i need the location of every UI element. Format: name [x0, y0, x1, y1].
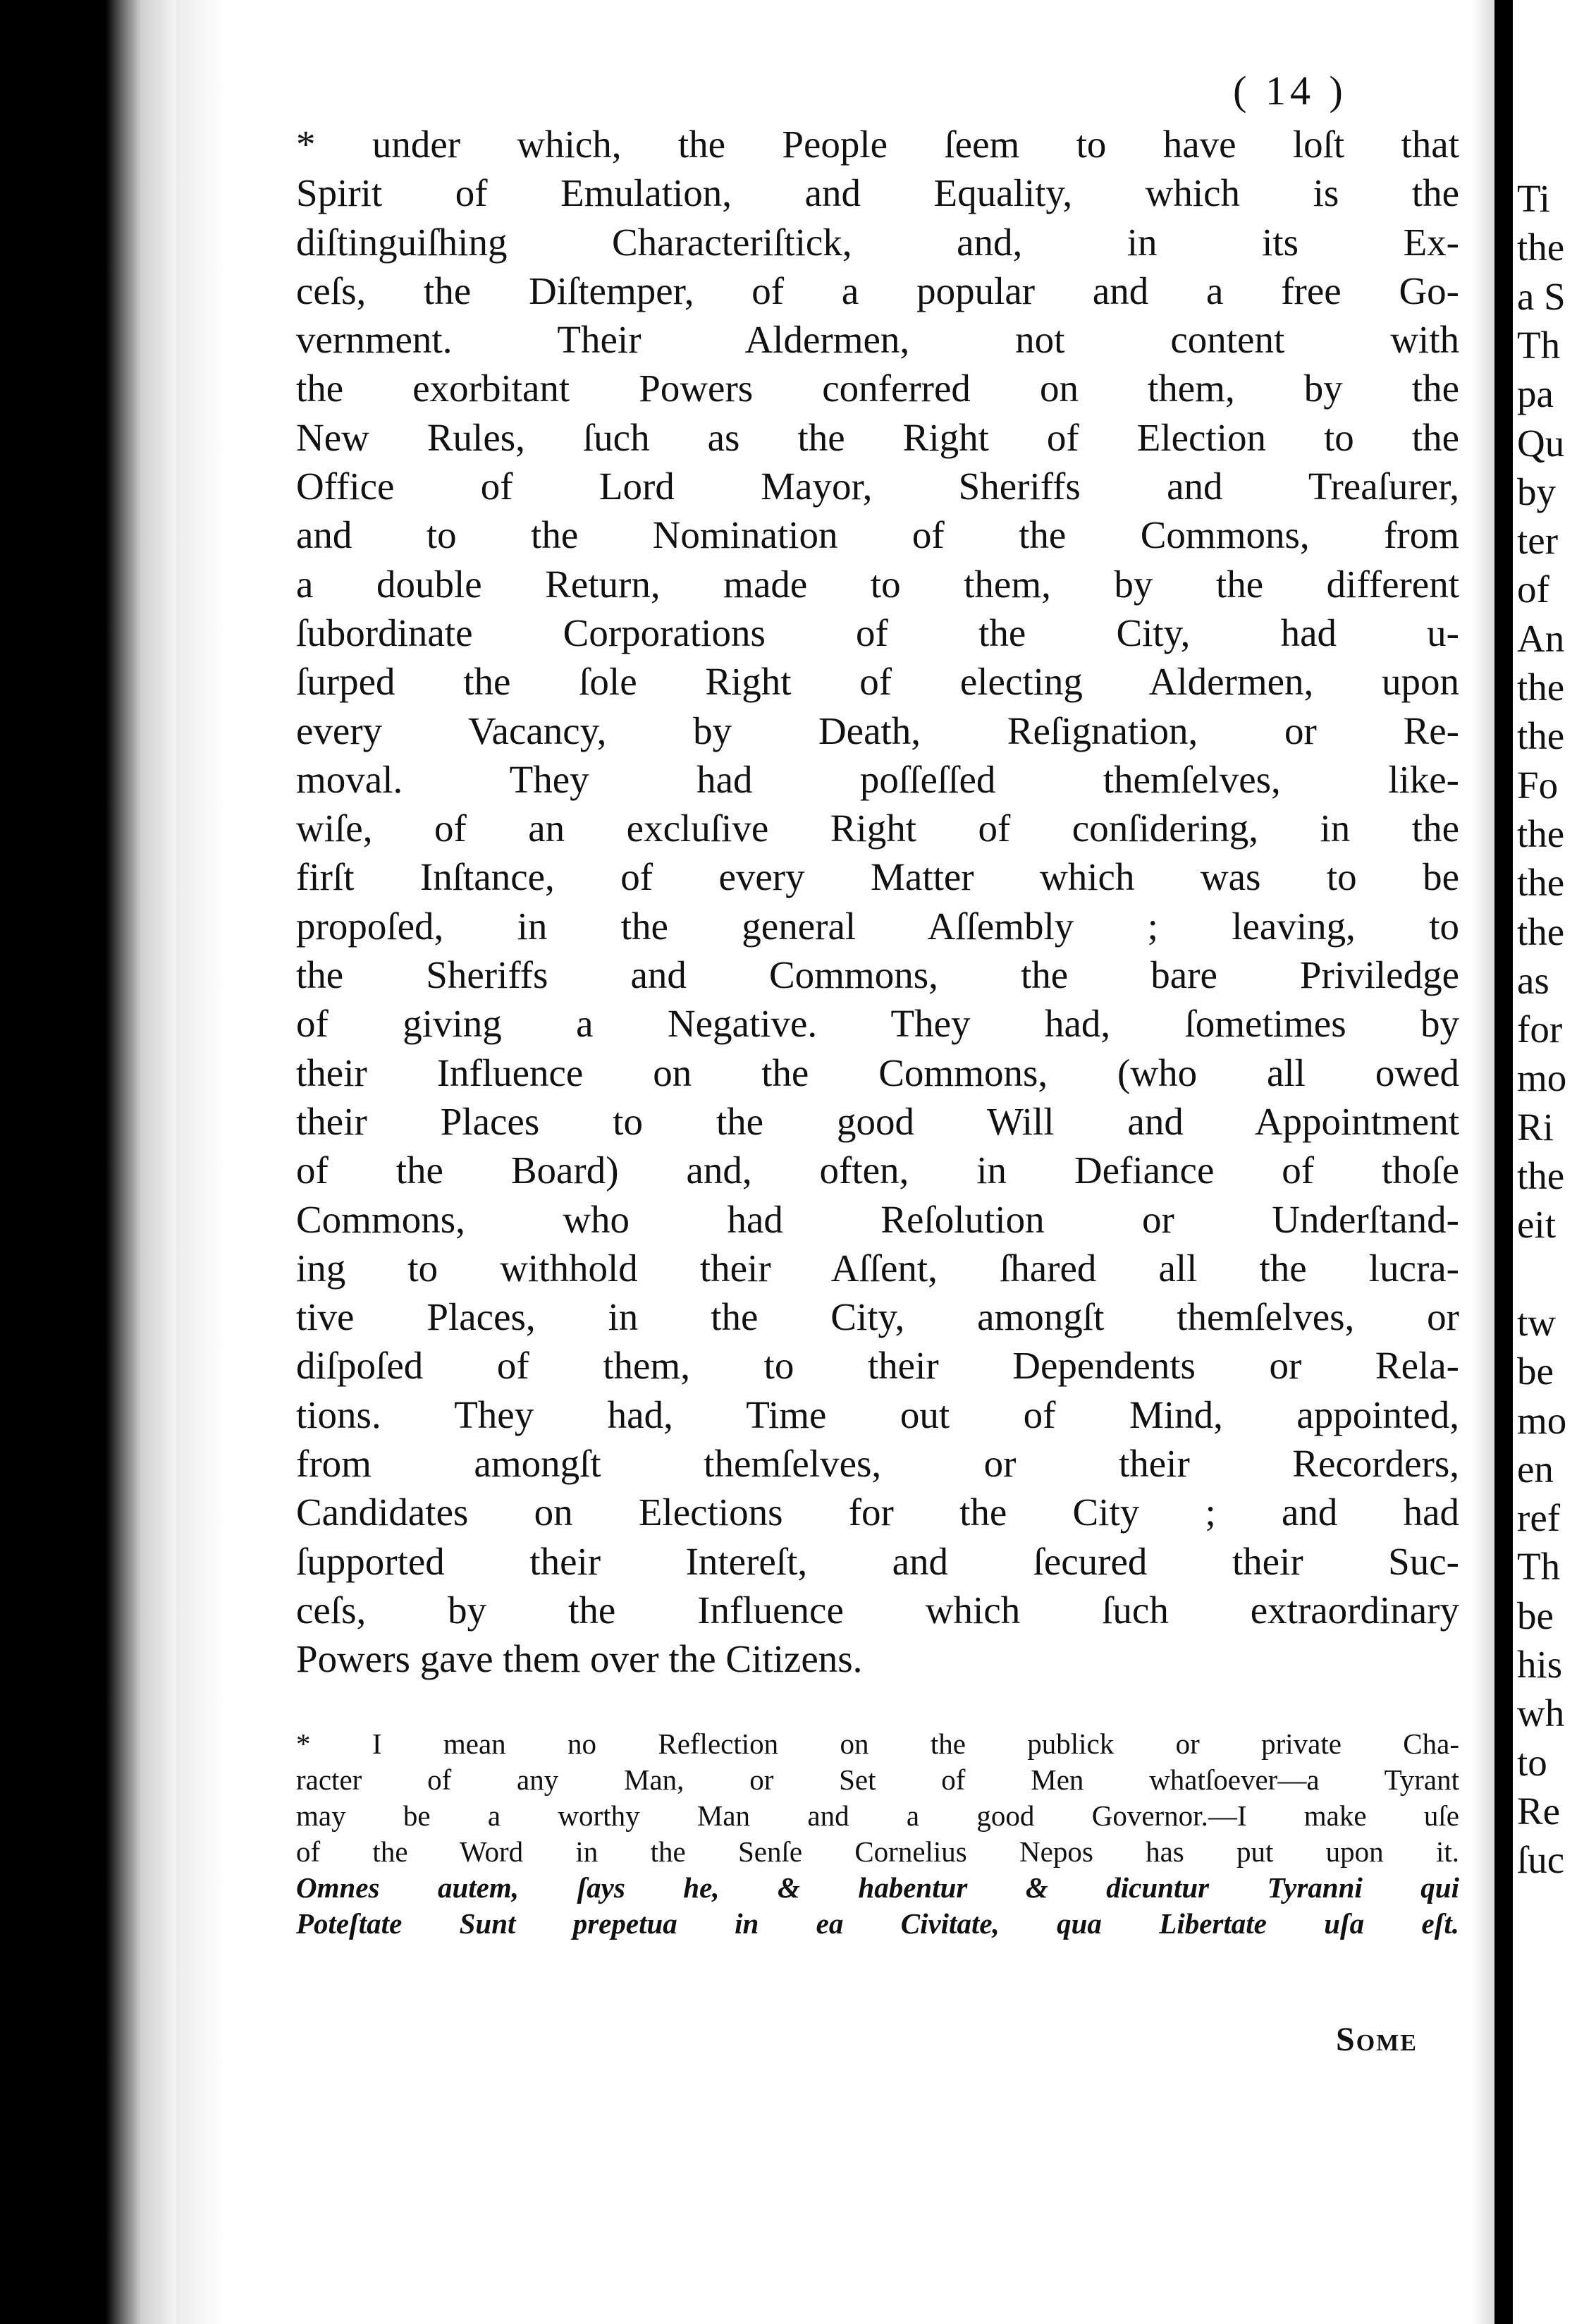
facing-page-text: wh: [1517, 1692, 1565, 1735]
text-line: their Influence on the Commons, (who all owed: [296, 1051, 1459, 1094]
facing-page-text: of: [1517, 568, 1549, 611]
facing-page-text: be: [1517, 1350, 1554, 1393]
facing-page-text: the: [1517, 714, 1565, 758]
text-line: of the Board) and, often, in Defiance of thoſe: [296, 1149, 1459, 1192]
text-line: every Vacancy, by Death, Reſignation, or Re-: [296, 709, 1459, 752]
facing-page-text: Qu: [1517, 421, 1565, 465]
facing-page-text: ref: [1517, 1496, 1561, 1540]
text-line: wiſe, of an excluſive Right of conſidering, in the: [296, 807, 1459, 850]
facing-page-text: Th: [1517, 323, 1561, 367]
facing-page-text: An: [1517, 616, 1565, 660]
facing-page-text: en: [1517, 1447, 1554, 1491]
facing-page-text: his: [1517, 1643, 1563, 1686]
facing-page-text: the: [1517, 812, 1565, 855]
text-line: ing to withhold their Aſſent, ſhared all the lucra-: [296, 1246, 1459, 1290]
text-line: ſubordinate Corporations of the City, had u-: [296, 611, 1459, 654]
book-edge-shadow: [0, 0, 176, 2324]
text-line: Commons, who had Reſolution or Underſtand-: [296, 1197, 1459, 1241]
gutter-shadow: [176, 0, 226, 2324]
text-line: Office of Lord Mayor, Sheriffs and Treaſurer,: [296, 465, 1459, 508]
facing-page-text: the: [1517, 910, 1565, 953]
text-line: the exorbitant Powers conferred on them, by the: [296, 367, 1459, 410]
facing-page-text: be: [1517, 1594, 1554, 1637]
text-line: ceſs, by the Influence which ſuch extraordinary: [296, 1588, 1459, 1632]
facing-page-text: for: [1517, 1008, 1563, 1051]
text-line: Powers gave them over the Citizens.: [296, 1637, 863, 1681]
facing-page-text: ſuc: [1517, 1838, 1565, 1882]
facing-page-text: a S: [1517, 274, 1566, 318]
facing-page-text: eit: [1517, 1203, 1556, 1247]
text-line: diſtinguiſhing Characteriſtick, and, in its Ex-: [296, 220, 1459, 264]
footnote-line: may be a worthy Man and a good Governor.—I make uſe: [296, 1799, 1459, 1832]
text-line: vernment. Their Aldermen, not content with: [296, 318, 1459, 362]
text-line: the Sheriffs and Commons, the bare Priviledge: [296, 953, 1459, 997]
facing-page-text: by: [1517, 470, 1556, 513]
facing-page-text: the: [1517, 226, 1565, 269]
facing-page-text: the: [1517, 1154, 1565, 1197]
text-line: ceſs, the Diſtemper, of a popular and a free Go-: [296, 269, 1459, 312]
text-line: * under which, the People ſeem to have loſt that: [296, 123, 1459, 166]
text-line: New Rules, ſuch as the Right of Election to the: [296, 415, 1459, 459]
facing-page-text: to: [1517, 1740, 1547, 1784]
text-line: firſt Inſtance, of every Matter which was to be: [296, 855, 1459, 899]
text-line: of giving a Negative. They had, ſometimes by: [296, 1002, 1459, 1046]
facing-page-text: Ri: [1517, 1105, 1554, 1149]
facing-page-fragment: [1513, 0, 1596, 2324]
facing-page-text: ter: [1517, 519, 1559, 563]
footnote-line: Omnes autem, ſays he, & habentur & dicuntur Tyranni qui: [296, 1871, 1459, 1904]
facing-page-text: mo: [1517, 1056, 1567, 1100]
facing-page-text: Re: [1517, 1789, 1561, 1833]
footnote-line: of the Word in the Senſe Cornelius Nepos has put upon it.: [296, 1835, 1459, 1868]
facing-page-text: Ti: [1517, 177, 1550, 220]
text-line: ſurped the ſole Right of electing Aldermen, upon: [296, 660, 1459, 704]
facing-page-text: Fo: [1517, 763, 1559, 807]
text-line: Candidates on Elections for the City ; and had: [296, 1491, 1459, 1534]
footnote: [296, 1726, 1459, 1942]
footnote-line: Poteſtate Sunt prepetua in ea Civitate, qua Libertate uſa eſt.: [296, 1907, 1459, 1940]
text-line: tions. They had, Time out of Mind, appointed,: [296, 1393, 1459, 1436]
facing-page-text: pa: [1517, 372, 1554, 416]
catchword: Some: [1336, 2021, 1418, 2058]
facing-page-text: mo: [1517, 1398, 1567, 1442]
text-line: a double Return, made to them, by the different: [296, 562, 1459, 606]
text-line: from amongſt themſelves, or their Recorders,: [296, 1442, 1459, 1486]
footnote-line: * I mean no Reflection on the publick or private Cha-: [296, 1727, 1459, 1760]
text-line: Spirit of Emulation, and Equality, which is the: [296, 171, 1459, 215]
facing-page-text: as: [1517, 958, 1549, 1002]
book-spine: [1494, 0, 1513, 2324]
text-line: tive Places, in the City, amongſt themſelves, or: [296, 1295, 1459, 1339]
facing-page-text: the: [1517, 666, 1565, 709]
text-line: and to the Nomination of the Commons, from: [296, 513, 1459, 557]
text-line: moval. They had poſſeſſed themſelves, like-: [296, 757, 1459, 801]
facing-page-text: tw: [1517, 1300, 1556, 1344]
spine-shade: [1472, 0, 1494, 2324]
text-line: diſpoſed of them, to their Dependents or Rela-: [296, 1344, 1459, 1388]
main-text: [296, 120, 1459, 1684]
facing-page-text: the: [1517, 861, 1565, 905]
text-line: ſupported their Intereſt, and ſecured their Suc-: [296, 1539, 1459, 1583]
footnote-line: racter of any Man, or Set of Men whatſoever—a Tyrant: [296, 1763, 1459, 1796]
text-line: their Places to the good Will and Appointment: [296, 1099, 1459, 1143]
text-line: propoſed, in the general Aſſembly ; leaving, to: [296, 904, 1459, 948]
page-number: ( 14 ): [1233, 68, 1347, 114]
facing-page-text: Th: [1517, 1545, 1561, 1589]
